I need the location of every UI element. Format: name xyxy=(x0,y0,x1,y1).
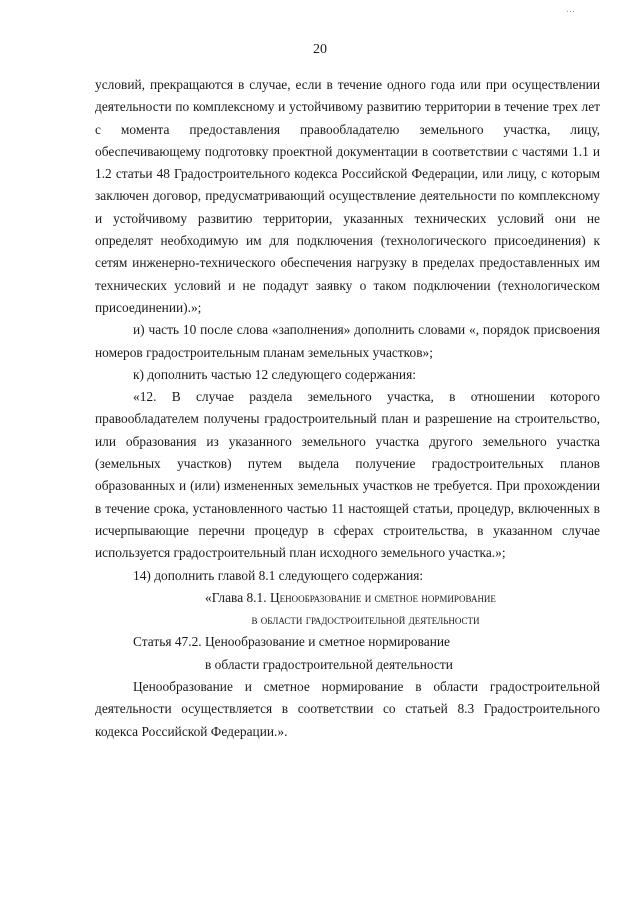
chapter-title-line1: Ценообразование и сметное нормирование xyxy=(269,589,496,605)
paragraph-part-12: «12. В случае раздела земельного участка, в отношении которого правообладателем получены градостроительный план и разрешение на строительство, или образования из указанного земельного участка другого земельного участка (земельных участков) путем выдела получение градостроительных планов образованных и (или) измененных земельных участков не требуется. При прохождении в течение срока, установленного частью 11 настоящей статьи, процедур, включенных в исчерпывающие перечни процедур в сферах строительства, в указанном случае используется градостроительный план исходного земельного участка.»; xyxy=(95,389,600,561)
paragraph-item-k: к) дополнить частью 12 следующего содержания: xyxy=(133,366,416,382)
paragraph-item-14: 14) дополнить главой 8.1 следующего содержания: xyxy=(133,567,424,583)
paragraph-item-i: и) часть 10 после слова «заполнения» дополнить словами «, порядок присвоения номеров градостроительным планам земельных участков»; xyxy=(95,322,600,360)
page-number: 20 xyxy=(313,42,327,57)
paragraph-continuation: условий, прекращаются в случае, если в течение одного года или при осуществлении деятельности по комплексному и устойчивому развитию территории в течение трех лет с момента предоставления правообладателю земельного участка, лицу, обеспечивающему подготовку проектной документации в соответствии с частями 1.1 и 1.2 статьи 48 Градостроительного кодекса Российской Федерации, или лицу, с которым заключен договор, предусматривающий осуществление деятельности по комплексному и устойчивому развитию территории, указанных технических условий они не определят необходимую им для подключения (технологического присоединения) к сетям инженерно-технического обеспечения нагрузку в пределах предоставленных им технических условий и не подадут заявку о таком подключении (технологическом присоединении).»; xyxy=(95,77,600,315)
chapter-heading-line1 xyxy=(95,587,600,609)
chapter-prefix: «Глава 8.1. xyxy=(205,589,270,605)
article-heading-line2: в области градостроительной деятельности xyxy=(205,656,453,672)
paragraph-article-text: Ценообразование и сметное нормирование в области градостроительной деятельности осуществляется в соответствии со статьей 8.3 Градостроительного кодекса Российской Федерации.». xyxy=(95,679,600,739)
article-heading-line1: Статья 47.2. Ценообразование и сметное нормирование xyxy=(133,634,450,650)
corner-mark: … xyxy=(566,4,576,14)
body-text xyxy=(95,74,600,743)
chapter-heading-line2: в области градостроительной деятельности xyxy=(251,612,480,628)
